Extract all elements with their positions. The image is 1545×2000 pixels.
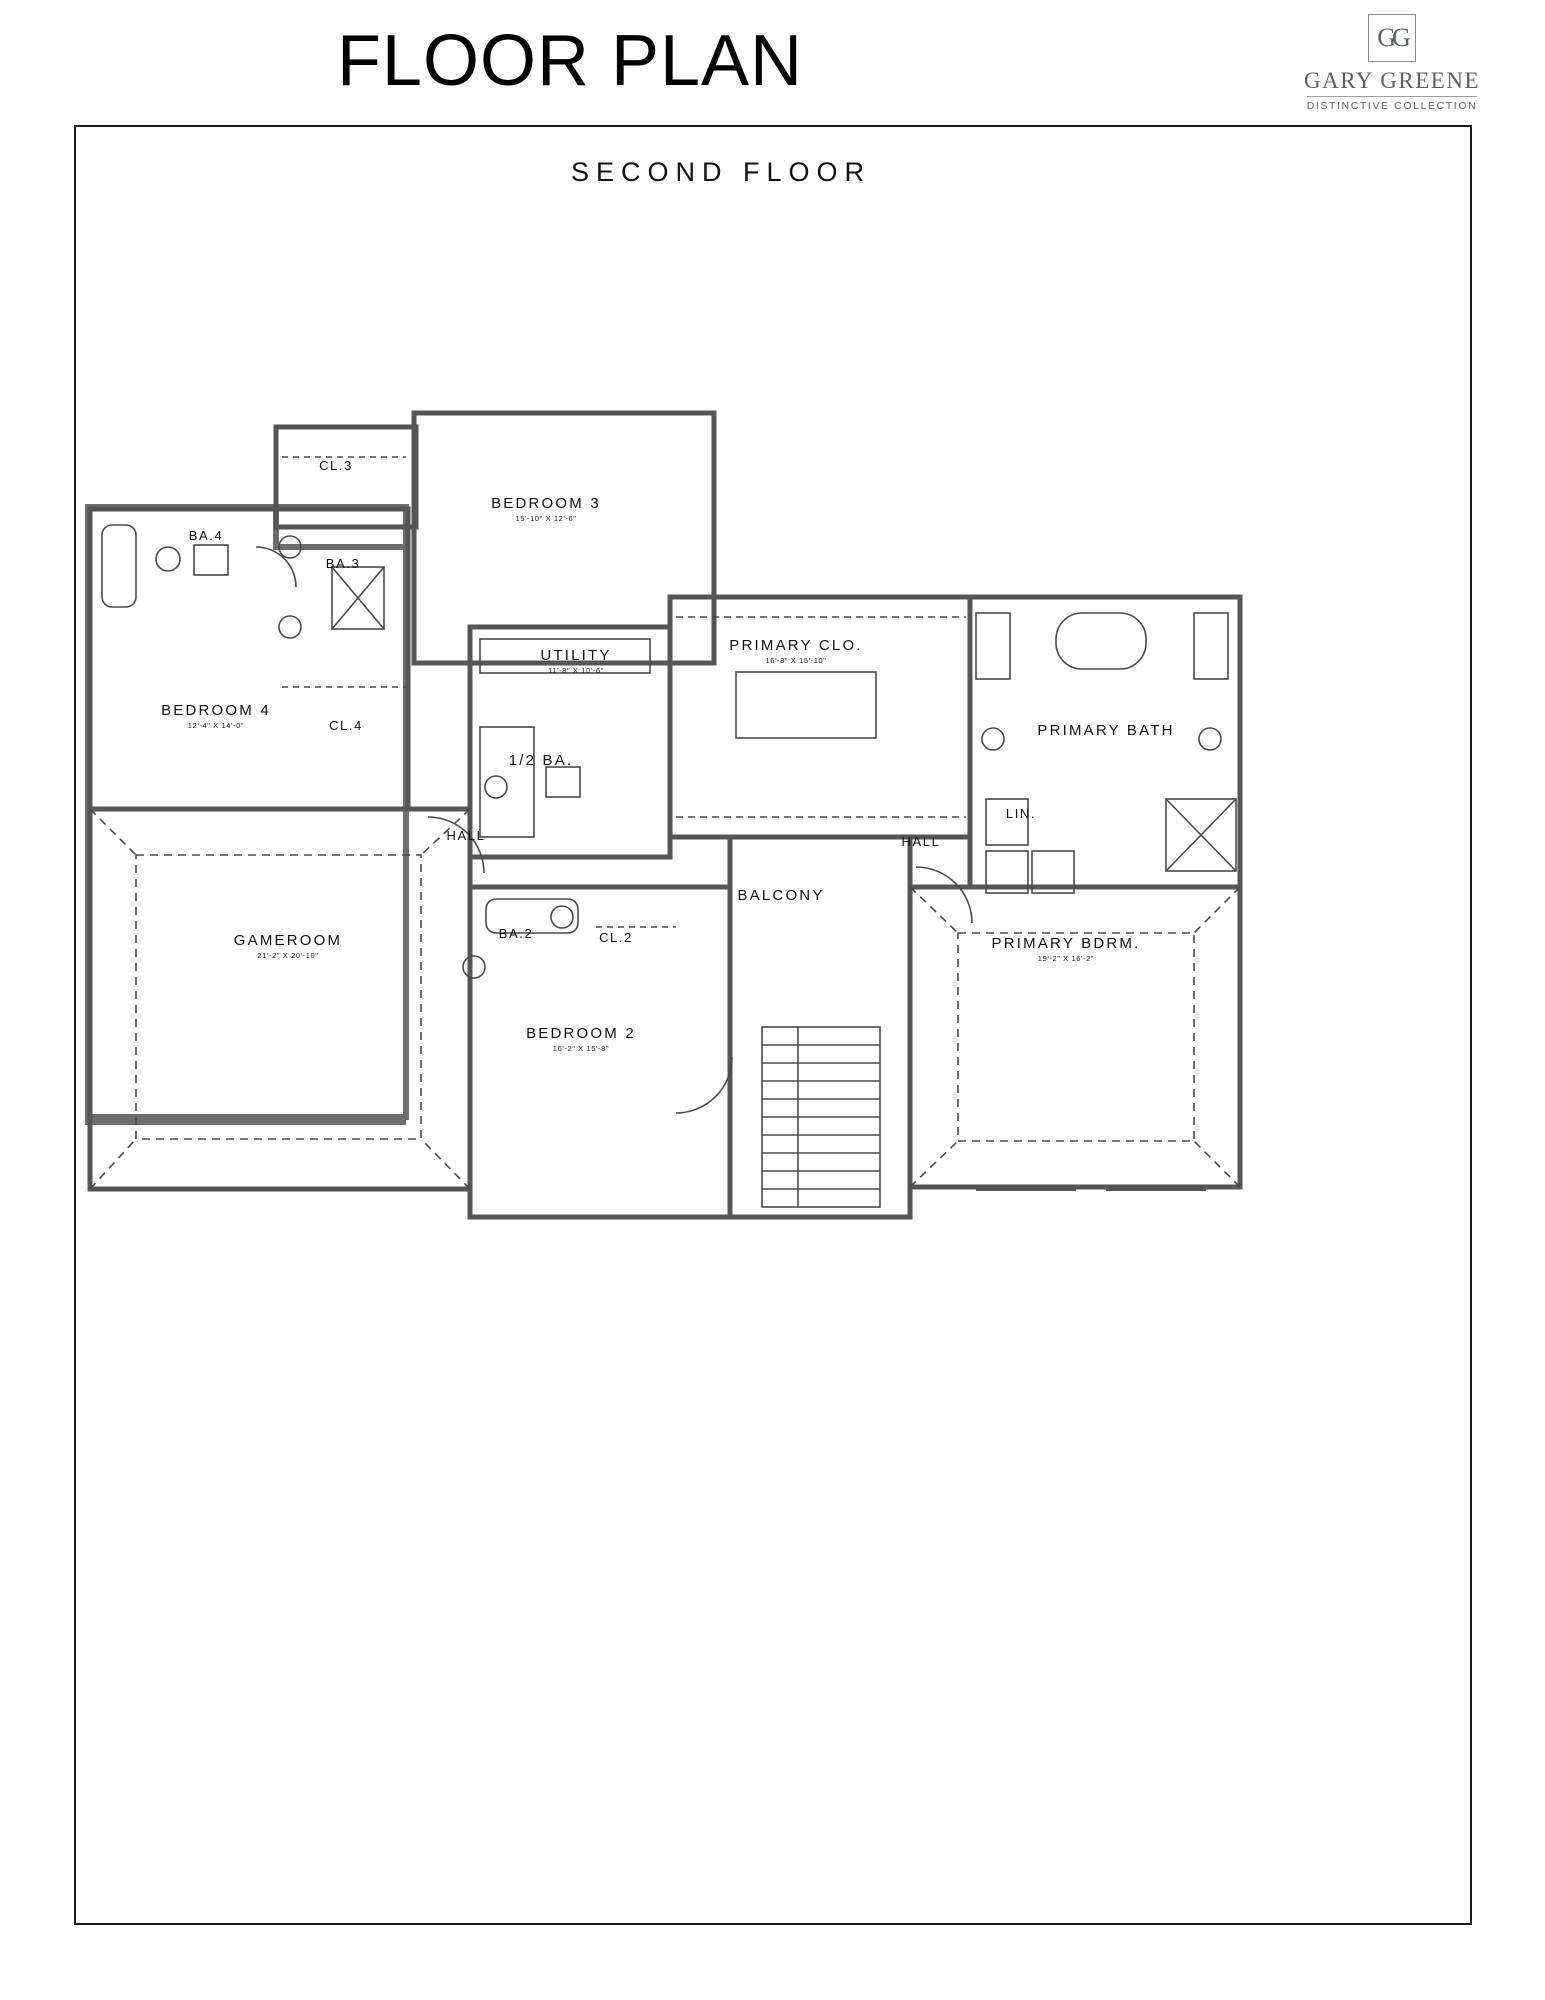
brand-monogram-icon: GG [1368, 14, 1416, 62]
room-label-utility: UTILITY 11'-8" X 10'-6" [540, 647, 612, 675]
page-title: FLOOR PLAN [336, 21, 804, 101]
room-label-balcony: BALCONY [737, 887, 825, 904]
room-label-ba4: BA.4 [188, 528, 224, 543]
interior-details [90, 413, 1240, 1217]
room-label-gameroom: GAMEROOM 21'-2" X 20'-10" [233, 932, 343, 960]
brand-logo [1287, 14, 1497, 114]
room-label-ba2: BA.2 [498, 926, 534, 941]
page-header [0, 0, 1545, 140]
floor-label: SECOND FLOOR [570, 157, 872, 187]
room-label-cl3: CL.3 [319, 458, 353, 473]
room-label-primary-closet: PRIMARY CLO. 16'-8" X 15'-10" [729, 637, 863, 665]
room-label-half-bath: 1/2 BA. [508, 752, 574, 769]
plan-sheet [74, 125, 1472, 1925]
room-label-bedroom3: BEDROOM 3 15'-10" X 12'-6" [491, 495, 601, 523]
room-label-bedroom4: BEDROOM 4 12'-4" X 14'-0" [161, 702, 271, 730]
room-label-primary-bedroom: PRIMARY BDRM. 19'-2" X 16'-2" [991, 935, 1141, 963]
room-label-hall-left: HALL [446, 828, 486, 843]
room-label-bedroom2: BEDROOM 2 16'-2" X 15'-8" [526, 1025, 636, 1053]
floor-plan-drawing [76, 127, 1474, 1927]
room-label-linen: LIN. [1005, 806, 1037, 821]
room-label-ba3: BA.3 [325, 556, 361, 571]
room-label-cl2: CL.2 [599, 930, 633, 945]
exterior-walls [90, 413, 1240, 1217]
room-label-hall-right: HALL [901, 834, 941, 849]
brand-name: GARY GREENE [1303, 68, 1480, 93]
room-label-cl4: CL.4 [329, 718, 363, 733]
floor-plan-svg [76, 127, 1474, 1927]
brand-tagline: DISTINCTIVE COLLECTION [1307, 96, 1478, 112]
room-label-primary-bath: PRIMARY BATH [1037, 722, 1175, 739]
